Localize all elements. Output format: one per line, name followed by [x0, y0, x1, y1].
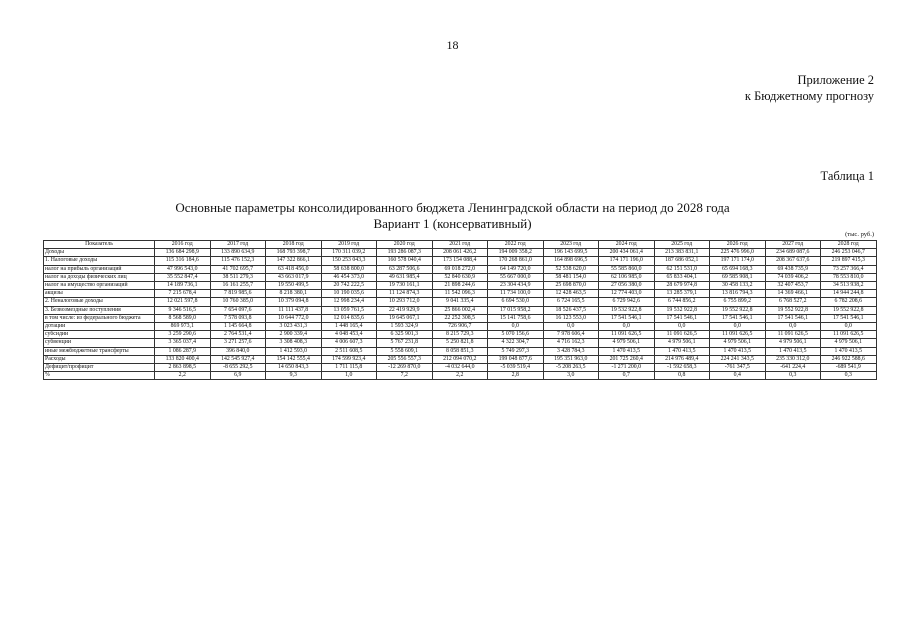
table-cell: 213 383 831,1	[654, 249, 710, 257]
table-cell: 17 015 958,2	[488, 306, 544, 314]
table-cell: 3 365 037,4	[155, 339, 211, 347]
table-cell: 8 215 729,3	[432, 331, 488, 339]
row-label: акцизы	[44, 290, 155, 298]
table-cell: 2,8	[488, 372, 544, 380]
table-cell: 5 767 231,8	[377, 339, 433, 347]
column-header-year: 2027 год	[765, 241, 821, 249]
table-cell: 7 215 678,4	[155, 290, 211, 298]
table-cell: 18 526 437,5	[543, 306, 599, 314]
column-header-year: 2017 год	[210, 241, 266, 249]
table-cell: 7 978 606,4	[543, 331, 599, 339]
table-cell: 1 145 664,8	[210, 323, 266, 331]
table-cell: 6,9	[210, 372, 266, 380]
table-cell: 6 729 942,6	[599, 298, 655, 306]
table-cell: 13 285 379,1	[654, 290, 710, 298]
table-cell: 173 154 088,4	[432, 257, 488, 265]
table-cell: 246 253 046,7	[821, 249, 877, 257]
table-cell: 22 419 929,9	[377, 306, 433, 314]
table-cell: 4 716 162,3	[543, 339, 599, 347]
row-label: 2. Неналоговые доходы	[44, 298, 155, 306]
row-label: Расходы	[44, 355, 155, 363]
table-row	[44, 339, 877, 347]
table-cell: 1 412 593,0	[266, 347, 322, 355]
table-cell: 234 689 087,6	[765, 249, 821, 257]
table-cell: 19 552 922,8	[821, 306, 877, 314]
table-cell: 7 578 093,8	[210, 314, 266, 322]
appendix-line-1: Приложение 2	[797, 73, 874, 87]
table-cell: 0,0	[821, 323, 877, 331]
table-cell: 41 702 695,7	[210, 265, 266, 273]
table-cell: -8 655 292,5	[210, 364, 266, 372]
table-cell: 19 532 922,8	[599, 306, 655, 314]
table-cell: 193 286 087,3	[377, 249, 433, 257]
table-cell: 11 111 437,8	[266, 306, 322, 314]
table-cell: -1 592 658,3	[654, 364, 710, 372]
table-cell: 11 091 626,5	[765, 331, 821, 339]
column-header-year: 2024 год	[599, 241, 655, 249]
table-cell: 168 793 398,7	[266, 249, 322, 257]
table-row	[44, 265, 877, 273]
column-header-year: 2019 год	[321, 241, 377, 249]
table-cell: 62 106 985,0	[599, 273, 655, 281]
table-cell: 10 379 094,8	[266, 298, 322, 306]
table-cell: 5 558 609,1	[377, 347, 433, 355]
row-label: Дефицит/профицит	[44, 364, 155, 372]
table-cell: 65 833 404,1	[654, 273, 710, 281]
units-note: (тыс. руб.)	[845, 231, 874, 238]
table-cell: 200 434 061,4	[599, 249, 655, 257]
table-cell: 69 018 272,0	[432, 265, 488, 273]
table-cell: 1 086 287,9	[155, 347, 211, 355]
title-line-2: Вариант 1 (консервативный)	[373, 216, 532, 231]
table-cell: 187 686 052,1	[654, 257, 710, 265]
table-row	[44, 257, 877, 265]
table-cell: 6 724 165,5	[543, 298, 599, 306]
table-cell: 7,2	[377, 372, 433, 380]
table-cell: 0,0	[710, 323, 766, 331]
table-cell: 10 190 035,6	[321, 290, 377, 298]
table-cell: 142 545 927,4	[210, 355, 266, 363]
table-cell: 170 268 861,0	[488, 257, 544, 265]
table-cell: 6 782 208,6	[821, 298, 877, 306]
table-cell: 12 021 597,8	[155, 298, 211, 306]
table-cell: 16 123 553,0	[543, 314, 599, 322]
table-row	[44, 355, 877, 363]
table-cell: 22 252 308,5	[432, 314, 488, 322]
table-cell: 396 840,0	[210, 347, 266, 355]
table-row	[44, 314, 877, 322]
table-cell: 23 304 434,9	[488, 282, 544, 290]
table-cell: 5 749 297,3	[488, 347, 544, 355]
table-cell: 726 906,7	[432, 323, 488, 331]
table-cell: 197 171 174,0	[710, 257, 766, 265]
table-cell: 5 250 821,8	[432, 339, 488, 347]
table-cell: 12 428 463,5	[543, 290, 599, 298]
table-row	[44, 249, 877, 257]
table-header-row	[44, 241, 877, 249]
table-cell: 49 631 985,4	[377, 273, 433, 281]
table-cell: 17 541 546,1	[710, 314, 766, 322]
table-cell: 62 151 531,0	[654, 265, 710, 273]
table-cell: 19 532 922,8	[654, 306, 710, 314]
row-label: налог на доходы физических лиц	[44, 273, 155, 281]
column-header-year: 2025 год	[654, 241, 710, 249]
table-cell: 170 311 039,2	[321, 249, 377, 257]
table-cell: 19 552 922,8	[710, 306, 766, 314]
row-label: дотации	[44, 323, 155, 331]
table-cell: 0,0	[543, 323, 599, 331]
table-row	[44, 323, 877, 331]
table-cell: 25 866 002,4	[432, 306, 488, 314]
table-cell: 5 070 156,6	[488, 331, 544, 339]
table-row	[44, 282, 877, 290]
table-cell: 19 552 922,8	[765, 306, 821, 314]
table-cell: 9 346 516,5	[155, 306, 211, 314]
table-cell: 14 369 466,1	[765, 290, 821, 298]
table-cell: 4 006 607,3	[321, 339, 377, 347]
table-cell: 174 599 923,4	[321, 355, 377, 363]
table-cell: 0,3	[765, 372, 821, 380]
table-row	[44, 372, 877, 380]
table-cell: 199 048 877,6	[488, 355, 544, 363]
table-cell: 55 585 860,0	[599, 265, 655, 273]
table-cell: 38 511 279,3	[210, 273, 266, 281]
table-cell: 14 189 736,1	[155, 282, 211, 290]
table-cell: 1 470 413,5	[599, 347, 655, 355]
table-cell: 17 541 546,1	[765, 314, 821, 322]
table-cell: 115 476 152,3	[210, 257, 266, 265]
table-cell: 52 538 620,0	[543, 265, 599, 273]
table-cell: 1 448 165,4	[321, 323, 377, 331]
table-cell: 4 979 506,1	[765, 339, 821, 347]
table-cell: 25 698 870,0	[543, 282, 599, 290]
table-cell: 2 511 608,5	[321, 347, 377, 355]
table-cell: 196 143 699,5	[543, 249, 599, 257]
table-cell: -1 271 200,0	[599, 364, 655, 372]
table-cell: 3 428 784,3	[543, 347, 599, 355]
budget-table	[43, 240, 877, 380]
table-cell: 219 897 415,3	[821, 257, 877, 265]
table-cell: 0,7	[599, 372, 655, 380]
table-cell: 235 330 312,0	[765, 355, 821, 363]
table-cell: 64 149 720,0	[488, 265, 544, 273]
table-cell: 30 458 133,2	[710, 282, 766, 290]
table-cell: 8 568 589,0	[155, 314, 211, 322]
table-cell: 21 898 244,6	[432, 282, 488, 290]
table-cell: 19 645 067,1	[377, 314, 433, 322]
table-cell: 1 711 115,8	[321, 364, 377, 372]
table-cell: 147 322 866,1	[266, 257, 322, 265]
column-header-year: 2020 год	[377, 241, 433, 249]
table-cell: 7 654 097,6	[210, 306, 266, 314]
table-cell: 4 979 506,1	[654, 339, 710, 347]
table-cell: 133 890 634,9	[210, 249, 266, 257]
table-cell: 201 725 260,4	[599, 355, 655, 363]
table-cell: 0,0	[654, 323, 710, 331]
table-cell: 869 973,1	[155, 323, 211, 331]
table-cell: 27 056 380,0	[599, 282, 655, 290]
table-row	[44, 347, 877, 355]
column-header-year: 2023 год	[543, 241, 599, 249]
table-cell: 208 367 637,6	[765, 257, 821, 265]
appendix-header	[745, 72, 874, 104]
table-cell: 6 694 530,0	[488, 298, 544, 306]
table-cell: 78 553 810,0	[821, 273, 877, 281]
table-cell: 6 325 901,3	[377, 331, 433, 339]
table-label: Таблица 1	[820, 169, 874, 183]
table-cell: 11 091 626,5	[710, 331, 766, 339]
table-cell: 10 760 385,0	[210, 298, 266, 306]
table-row	[44, 364, 877, 372]
table-cell: 0,3	[821, 372, 877, 380]
table-cell: 73 257 366,4	[821, 265, 877, 273]
table-cell: 34 513 938,2	[821, 282, 877, 290]
table-cell: 15 141 758,6	[488, 314, 544, 322]
row-label: 3. Безвозмездные поступления	[44, 306, 155, 314]
table-cell: 11 124 874,3	[377, 290, 433, 298]
table-cell: 7 819 985,6	[210, 290, 266, 298]
table-cell: 12 014 835,6	[321, 314, 377, 322]
page-number: 18	[446, 38, 459, 52]
table-cell: 174 171 196,0	[599, 257, 655, 265]
table-cell: 12 774 403,0	[599, 290, 655, 298]
table-cell: 2 764 531,4	[210, 331, 266, 339]
table-cell: 3,0	[543, 372, 599, 380]
table-cell: 11 734 100,0	[488, 290, 544, 298]
table-cell: 2,2	[155, 372, 211, 380]
table-cell: 2 863 898,5	[155, 364, 211, 372]
table-cell: 0,0	[488, 323, 544, 331]
table-cell: 208 061 426,2	[432, 249, 488, 257]
table-cell: 2,2	[432, 372, 488, 380]
table-cell: 1 470 413,5	[710, 347, 766, 355]
table-cell: 0,8	[654, 372, 710, 380]
table-row	[44, 306, 877, 314]
table-cell: 69 585 908,1	[710, 273, 766, 281]
document-title	[0, 200, 905, 232]
table-row	[44, 331, 877, 339]
table-cell: 63 418 456,0	[266, 265, 322, 273]
column-header-year: 2016 год	[155, 241, 211, 249]
table-cell: 47 996 543,0	[155, 265, 211, 273]
row-label: в том числе: из федерального бюджета	[44, 314, 155, 322]
table-cell: 4 979 506,1	[710, 339, 766, 347]
table-cell: 58 481 154,0	[543, 273, 599, 281]
table-cell: 10 644 772,0	[266, 314, 322, 322]
column-header-year: 2022 год	[488, 241, 544, 249]
table-cell: 3 023 431,3	[266, 323, 322, 331]
table-cell: 6 768 527,2	[765, 298, 821, 306]
table-cell: 65 694 168,3	[710, 265, 766, 273]
row-label: 1. Налоговые доходы	[44, 257, 155, 265]
row-label: налог на имущество организаций	[44, 282, 155, 290]
table-cell: -12 269 870,0	[377, 364, 433, 372]
table-cell: 0,0	[765, 323, 821, 331]
table-cell: -5 208 263,5	[543, 364, 599, 372]
table-cell: 212 094 070,2	[432, 355, 488, 363]
table-cell: 225 476 996,0	[710, 249, 766, 257]
table-cell: 3 271 257,6	[210, 339, 266, 347]
table-cell: 14 944 244,8	[821, 290, 877, 298]
column-header-year: 2021 год	[432, 241, 488, 249]
row-label: иные межбюджетные трансферты	[44, 347, 155, 355]
table-row	[44, 298, 877, 306]
table-cell: -4 032 644,0	[432, 364, 488, 372]
table-cell: 19 730 161,1	[377, 282, 433, 290]
table-cell: 3 308 408,3	[266, 339, 322, 347]
table-row	[44, 290, 877, 298]
title-line-1: Основные параметры консолидированного бюджета Ленинградской области на период до 2028 года	[175, 200, 730, 215]
appendix-line-2: к Бюджетному прогнозу	[744, 89, 874, 103]
table-cell: 52 840 630,9	[432, 273, 488, 281]
table-cell: 11 542 096,3	[432, 290, 488, 298]
table-cell: 28 679 974,8	[654, 282, 710, 290]
table-cell: 1 470 413,5	[765, 347, 821, 355]
table-cell: -761 347,5	[710, 364, 766, 372]
table-cell: 55 667 000,0	[488, 273, 544, 281]
table-cell: 4 322 304,7	[488, 339, 544, 347]
table-body	[44, 249, 877, 380]
table-cell: 150 253 043,3	[321, 257, 377, 265]
table-cell: 11 091 626,5	[821, 331, 877, 339]
table-cell: 164 898 696,5	[543, 257, 599, 265]
table-cell: 13 816 794,3	[710, 290, 766, 298]
table-cell: 46 454 373,0	[321, 273, 377, 281]
row-label: %	[44, 372, 155, 380]
table-cell: 4 979 506,1	[821, 339, 877, 347]
table-cell: 9 041 335,4	[432, 298, 488, 306]
table-row	[44, 273, 877, 281]
table-cell: 20 742 222,5	[321, 282, 377, 290]
table-cell: 32 407 453,7	[765, 282, 821, 290]
table-cell: 43 663 017,9	[266, 273, 322, 281]
table-cell: 205 556 557,3	[377, 355, 433, 363]
table-cell: 19 550 499,5	[266, 282, 322, 290]
table-cell: 14 650 843,3	[266, 364, 322, 372]
table-cell: 4 979 506,1	[599, 339, 655, 347]
table-cell: -641 224,4	[765, 364, 821, 372]
table-cell: 11 091 626,5	[599, 331, 655, 339]
table-cell: 6 755 899,2	[710, 298, 766, 306]
table-cell: 8 058 851,3	[432, 347, 488, 355]
table-cell: 17 541 546,1	[821, 314, 877, 322]
table-cell: 3 259 290,6	[155, 331, 211, 339]
column-header-year: 2028 год	[821, 241, 877, 249]
table-cell: 17 541 546,1	[654, 314, 710, 322]
table-cell: 195 351 963,0	[543, 355, 599, 363]
table-cell: 8 218 380,1	[266, 290, 322, 298]
table-cell: 4 048 453,4	[321, 331, 377, 339]
table-cell: -689 541,9	[821, 364, 877, 372]
table-cell: 0,4	[710, 372, 766, 380]
row-label: субсидии	[44, 331, 155, 339]
table-cell: 63 287 506,6	[377, 265, 433, 273]
table-cell: 6 744 856,2	[654, 298, 710, 306]
table-cell: 115 316 184,6	[155, 257, 211, 265]
table-cell: 246 922 588,6	[821, 355, 877, 363]
row-label: Доходы	[44, 249, 155, 257]
table-cell: 10 293 712,0	[377, 298, 433, 306]
row-label: налог на прибыль организаций	[44, 265, 155, 273]
table-cell: 13 059 761,5	[321, 306, 377, 314]
column-header-year: 2018 год	[266, 241, 322, 249]
table-cell: 224 241 343,5	[710, 355, 766, 363]
table-cell: 0,0	[599, 323, 655, 331]
table-cell: 12 998 234,4	[321, 298, 377, 306]
table-cell: 69 438 735,9	[765, 265, 821, 273]
column-header-indicator: Показатель	[44, 241, 155, 249]
table-cell: 16 161 255,7	[210, 282, 266, 290]
table-cell: 1 593 324,9	[377, 323, 433, 331]
table-cell: 1,0	[321, 372, 377, 380]
table-cell: -5 039 519,4	[488, 364, 544, 372]
table-cell: 11 091 626,5	[654, 331, 710, 339]
table-cell: 194 009 358,2	[488, 249, 544, 257]
table-cell: 154 142 555,4	[266, 355, 322, 363]
table-cell: 35 552 847,4	[155, 273, 211, 281]
table-cell: 58 638 800,0	[321, 265, 377, 273]
table-cell: 17 541 546,1	[599, 314, 655, 322]
table-cell: 160 578 040,4	[377, 257, 433, 265]
row-label: субвенции	[44, 339, 155, 347]
table-cell: 1 470 413,5	[654, 347, 710, 355]
table-cell: 133 820 400,4	[155, 355, 211, 363]
table-cell: 214 976 489,4	[654, 355, 710, 363]
column-header-year: 2026 год	[710, 241, 766, 249]
table-cell: 9,3	[266, 372, 322, 380]
table-cell: 2 900 339,4	[266, 331, 322, 339]
table-cell: 1 470 413,5	[821, 347, 877, 355]
table-cell: 74 039 406,2	[765, 273, 821, 281]
table-cell: 136 684 298,9	[155, 249, 211, 257]
